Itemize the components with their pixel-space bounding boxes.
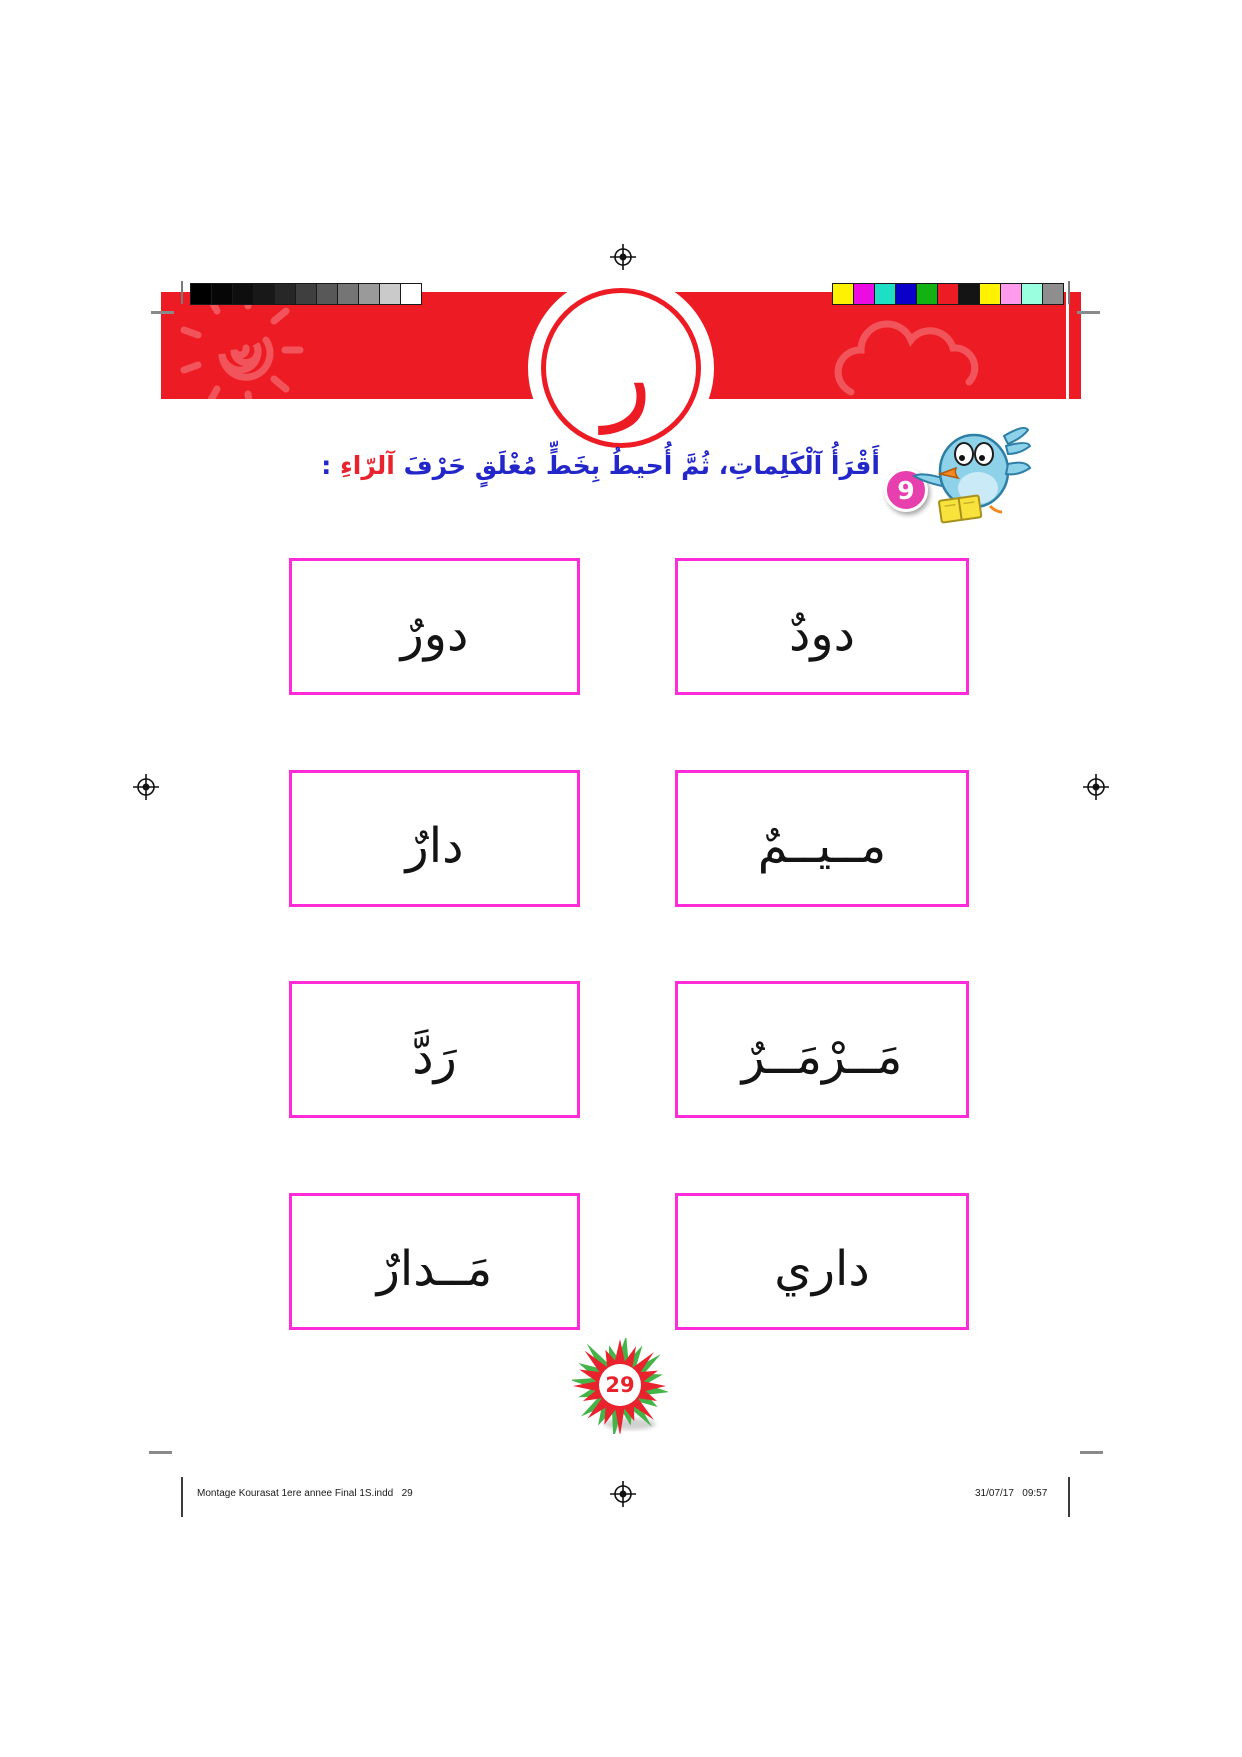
letter-circle [541, 288, 701, 448]
calibration-swatch [317, 284, 338, 304]
word-text: مَــرْمَــرٌ [741, 1028, 903, 1085]
calibration-swatch [233, 284, 254, 304]
bird-mascot-icon [912, 416, 1032, 526]
word-text: رَدَّ [412, 1028, 457, 1085]
sun-doodle-icon [165, 292, 315, 399]
calibration-swatch [401, 284, 421, 304]
word-box[interactable] [675, 1193, 969, 1330]
word-box[interactable] [289, 981, 580, 1118]
registration-mark-icon [610, 244, 636, 270]
calibration-swatch [380, 284, 401, 304]
trim-line [1066, 292, 1069, 399]
color-calibration-bar [832, 283, 1064, 305]
footer-rule [181, 1477, 183, 1517]
word-text: مــيــمٌ [757, 817, 887, 874]
calibration-swatch [896, 284, 917, 304]
calibration-swatch [254, 284, 275, 304]
trim-tick [1068, 281, 1070, 304]
instruction-main: أَقْرَأُ آلْكَلِماتِ، ثُمَّ أُحيطُ بِخَطٍّ مُغْلَقٍ حَرْفَ [403, 451, 880, 480]
calibration-swatch [1022, 284, 1043, 304]
calibration-swatch [833, 284, 854, 304]
calibration-swatch [1001, 284, 1022, 304]
word-text: دودٌ [789, 605, 855, 662]
page-number: 29 [605, 1373, 635, 1397]
calibration-swatch [338, 284, 359, 304]
footer-rule [1068, 1477, 1070, 1517]
word-box[interactable] [289, 770, 580, 907]
calibration-swatch [191, 284, 212, 304]
word-box[interactable] [675, 770, 969, 907]
word-box[interactable] [675, 981, 969, 1118]
calibration-swatch [212, 284, 233, 304]
instruction-text [295, 444, 880, 488]
calibration-swatch [917, 284, 938, 304]
calibration-swatch [854, 284, 875, 304]
registration-mark-icon [133, 774, 159, 800]
word-text: دارٌ [405, 817, 464, 874]
trim-dash [1077, 311, 1100, 314]
calibration-swatch [1043, 284, 1063, 304]
print-datetime: 31/07/17 09:57 [975, 1488, 1048, 1499]
calibration-swatch [980, 284, 1001, 304]
imprint-text: Montage Kourasat 1ere annee Final 1S.indd 29 [197, 1488, 413, 1499]
calibration-swatch [359, 284, 380, 304]
trim-dash [149, 1451, 172, 1454]
word-text: مَــدارٌ [376, 1240, 493, 1297]
calibration-swatch [875, 284, 896, 304]
word-box[interactable] [289, 1193, 580, 1330]
cloud-doodle-icon [821, 304, 1021, 399]
instruction-highlight-word: آلرّاءِ [340, 451, 395, 480]
instruction-colon: : [321, 451, 340, 480]
word-box[interactable] [675, 558, 969, 695]
calibration-swatch [275, 284, 296, 304]
trim-dash [151, 311, 174, 314]
calibration-swatch [296, 284, 317, 304]
word-text: داري [774, 1240, 870, 1297]
trim-tick [181, 281, 183, 304]
word-text: دورٌ [400, 605, 469, 662]
registration-mark-icon [610, 1481, 636, 1507]
exercise-number: 9 [897, 475, 915, 505]
word-box[interactable] [289, 558, 580, 695]
calibration-swatch [959, 284, 980, 304]
calibration-swatch [938, 284, 959, 304]
grayscale-calibration-bar [190, 283, 422, 305]
registration-mark-icon [1083, 774, 1109, 800]
trim-dash [1080, 1451, 1103, 1454]
lesson-letter: ر [602, 316, 652, 435]
